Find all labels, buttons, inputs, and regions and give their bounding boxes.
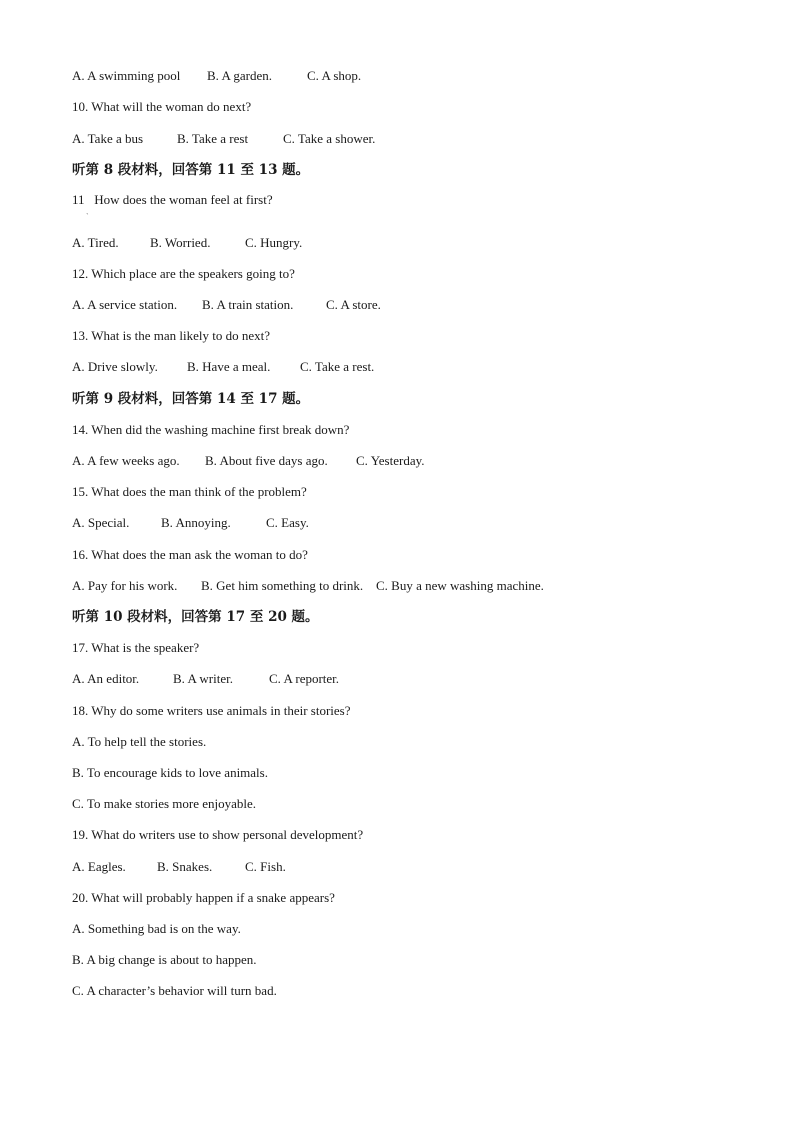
- question-text: 12. Which place are the speakers going to?: [72, 266, 295, 281]
- answer-option: C. A shop.: [307, 68, 362, 83]
- answer-option: A. To help tell the stories.: [72, 734, 207, 749]
- answer-option: B. Worried.: [150, 235, 211, 250]
- answer-option: A. An editor.: [72, 671, 140, 686]
- question-text: 10. What will the woman do next?: [72, 99, 252, 114]
- answer-option: B. Get him something to drink.: [201, 578, 364, 593]
- question-text: 16. What does the man ask the woman to do?: [72, 547, 308, 562]
- answer-option: A. Tired.: [72, 235, 119, 250]
- answer-option: C. Take a rest.: [300, 359, 375, 374]
- answer-option: C. A character’s behavior will turn bad.: [72, 983, 277, 998]
- section-heading: 听第 9 段材料，回答第 14 至 17 题。: [72, 391, 310, 407]
- question-text: 15. What does the man think of the problem?: [72, 484, 307, 499]
- answer-option: A. Eagles.: [72, 859, 126, 874]
- answer-option: B. Snakes.: [157, 859, 213, 874]
- answer-option: B. Have a meal.: [187, 359, 271, 374]
- answer-option: C. A reporter.: [269, 671, 340, 686]
- answer-option: C. Yesterday.: [356, 453, 425, 468]
- section-heading: 听第 10 段材料，回答第 17 至 20 题。: [72, 609, 319, 625]
- answer-option: A. Take a bus: [72, 131, 144, 146]
- answer-option: C. Take a shower.: [283, 131, 376, 146]
- question-text: 11 How does the woman feel at first?: [72, 192, 273, 207]
- answer-option: A. Pay for his work.: [72, 578, 178, 593]
- scan-dot: `: [86, 212, 89, 221]
- answer-option: C. Easy.: [266, 515, 309, 530]
- answer-option: A. A few weeks ago.: [72, 453, 180, 468]
- question-text: 13. What is the man likely to do next?: [72, 328, 270, 343]
- answer-option: B. A garden.: [207, 68, 272, 83]
- answer-option: B. A big change is about to happen.: [72, 952, 257, 967]
- question-text: 17. What is the speaker?: [72, 640, 200, 655]
- answer-option: B. A train station.: [202, 297, 294, 312]
- answer-option: A. Special.: [72, 515, 130, 530]
- question-text: 19. What do writers use to show personal development?: [72, 827, 364, 842]
- answer-option: B. To encourage kids to love animals.: [72, 765, 268, 780]
- question-text: 20. What will probably happen if a snake appears?: [72, 890, 335, 905]
- answer-option: B. Annoying.: [161, 515, 231, 530]
- answer-option: A. A service station.: [72, 297, 178, 312]
- answer-option: B. A writer.: [173, 671, 233, 686]
- answer-option: C. Fish.: [245, 859, 286, 874]
- answer-option: C. Hungry.: [245, 235, 303, 250]
- answer-option: A. A swimming pool: [72, 68, 181, 83]
- answer-option: C. Buy a new washing machine.: [376, 578, 544, 593]
- question-text: 14. When did the washing machine first break down?: [72, 422, 350, 437]
- answer-option: C. To make stories more enjoyable.: [72, 796, 257, 811]
- section-heading: 听第 8 段材料，回答第 11 至 13 题。: [72, 162, 310, 178]
- answer-option: A. Drive slowly.: [72, 359, 158, 374]
- answer-option: C. A store.: [326, 297, 381, 312]
- answer-option: B. Take a rest: [177, 131, 249, 146]
- answer-option: B. About five days ago.: [205, 453, 328, 468]
- answer-option: A. Something bad is on the way.: [72, 921, 241, 936]
- question-text: 18. Why do some writers use animals in their stories?: [72, 703, 351, 718]
